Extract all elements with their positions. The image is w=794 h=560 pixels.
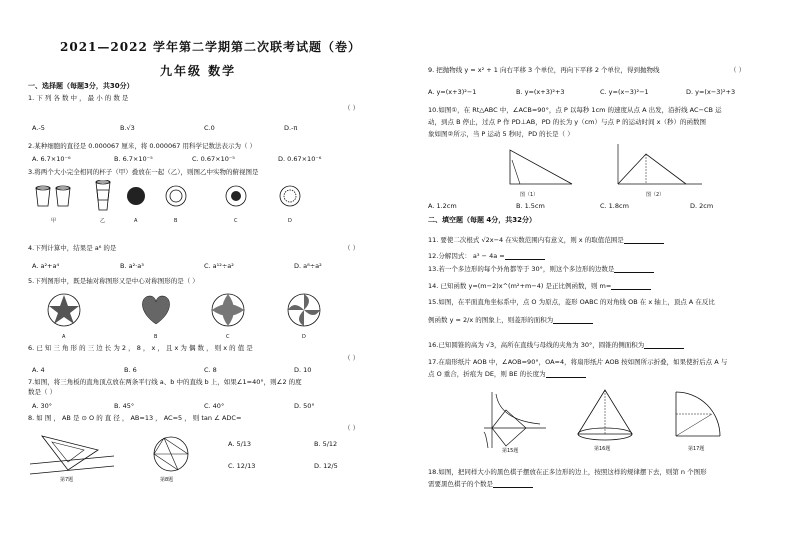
question-13-text: 13.若一个多边形的每个外角都等于 30°，则这个多边形的边数是 bbox=[428, 265, 615, 273]
q10-option-c: C. 1.8cm bbox=[600, 202, 629, 210]
q1-option-c: C.0 bbox=[204, 124, 215, 132]
fig17-sector bbox=[664, 386, 734, 454]
q17-blank[interactable] bbox=[546, 370, 586, 378]
q15-blank[interactable] bbox=[553, 316, 593, 324]
q6-option-c: C. 8 bbox=[204, 366, 217, 374]
q11-blank[interactable] bbox=[624, 236, 664, 244]
q12-blank[interactable] bbox=[505, 252, 545, 260]
fig16-cone bbox=[570, 386, 640, 454]
q7-option-d: D. 50° bbox=[294, 402, 315, 410]
question-10: 10.如图①，在 Rt△ABC 中，∠ACB=90°，点 P 以每秒 1cm 的速度从点 A 出发，沿折线 AC−CB 运 bbox=[428, 106, 722, 114]
question-18-cont-text: 需要黑色棋子的个数是 bbox=[428, 480, 493, 488]
question-15: 15.如图，在平面直角坐标系中，点 O 为原点，菱形 OABC 的对角线 OB 在 x 轴上，顶点 A 在反比 bbox=[428, 298, 715, 306]
q7-option-a: A. 30° bbox=[32, 402, 52, 410]
q10-option-d: D. 2cm bbox=[690, 202, 714, 210]
question-6: 6. 已 知 三 角 形 的 三 边 长 为 2 ， 8 ， x ， 且 x 为 偶 数 ， 则 x 的 值 是 bbox=[28, 344, 253, 352]
question-1-bracket: （ ） bbox=[344, 104, 360, 112]
question-13 bbox=[428, 265, 654, 273]
question-17: 17.在扇形纸片 AOB 中，∠AOB=90°，OA=4，将扇形纸片 AOB 按如图所示折叠，如果使折后点 A 与 bbox=[428, 358, 728, 366]
exam-subtitle: 九年级 数学 bbox=[160, 64, 237, 78]
fig8-caption: 第8题 bbox=[160, 477, 174, 482]
q5-label-c: C bbox=[226, 334, 230, 340]
q2-option-c: C. 0.67×10⁻⁵ bbox=[192, 155, 235, 163]
q14-blank[interactable] bbox=[611, 282, 651, 290]
question-16-text: 16.已知圆锥的高为 √3，高所在直线与母线的夹角为 30°，圆锥的侧面积为 bbox=[428, 341, 645, 349]
q7-option-b: B. 45° bbox=[114, 402, 135, 410]
q2-option-b: B. 6.7×10⁻⁵ bbox=[114, 155, 153, 163]
question-11-text: 11. 要使二次根式 √2x−4 在实数范围内有意义，则 x 的取值范围是 bbox=[428, 236, 624, 244]
q7-option-c: C. 40° bbox=[204, 402, 225, 410]
q3-label-b: B bbox=[174, 218, 178, 224]
q9-option-a: A. y=(x+3)²−1 bbox=[428, 88, 477, 96]
q2-option-a: A. 6.7×10⁻⁶ bbox=[32, 155, 71, 163]
question-15-cont-text: 例函数 y = 2/x 的图象上，则菱形的面积为 bbox=[428, 316, 554, 324]
q1-option-d: D.-π bbox=[284, 124, 298, 132]
q2-option-d: D. 0.67×10⁻⁶ bbox=[278, 155, 322, 163]
exam-title: 2021—2022 学年第二学期第二次联考试题（卷） bbox=[60, 40, 361, 54]
q9-option-c: C. y=(x−3)²−1 bbox=[600, 88, 649, 96]
q5-label-a: A bbox=[62, 334, 66, 340]
question-5: 5.下列图形中，既是轴对称图形又是中心对称图形的是（ ） bbox=[28, 277, 199, 285]
q4-option-c: C. a¹²÷a² bbox=[204, 262, 234, 270]
question-16 bbox=[428, 341, 684, 349]
question-9-bracket: （ ） bbox=[730, 66, 746, 74]
question-17-cont bbox=[428, 370, 586, 378]
question-12-text: 12.分解因式： a³ − 4a = bbox=[428, 252, 505, 260]
fig16-caption: 第16题 bbox=[594, 446, 611, 452]
section-fill-title: 二、填空题（每题 4分，共32分） bbox=[428, 216, 537, 224]
question-3: 3.将两个大小完全相同的杯子（甲）叠放在一起（乙），则图乙中实物的俯视图是 bbox=[28, 168, 259, 176]
question-12 bbox=[428, 252, 545, 260]
question-11 bbox=[428, 236, 664, 244]
question-9: 9. 把抛物线 y = x² + 1 向右平移 3 个单位，再向下平移 2 个单位，得到抛物线 bbox=[428, 66, 660, 74]
q9-option-b: B. y=(x+3)²+3 bbox=[516, 88, 565, 96]
q8-option-c: C. 12/13 bbox=[228, 462, 256, 470]
q1-option-b: B.√3 bbox=[120, 124, 135, 132]
fig10-triangle bbox=[490, 144, 580, 200]
q1-option-a: A.-5 bbox=[32, 124, 45, 132]
question-4-bracket: （ ） bbox=[344, 244, 360, 252]
question-10-cont1: 动，到点 B 停止，过点 P 作 PD⊥AB，PD 的长为 y（cm）与点 P 的运动时间 x（秒）的函数图 bbox=[428, 118, 706, 126]
fig15-caption: 第15题 bbox=[502, 448, 519, 454]
q8-option-a: A. 5/13 bbox=[228, 440, 252, 448]
fig10-graph bbox=[606, 140, 706, 200]
q3-label-yi: 乙 bbox=[100, 218, 106, 224]
fig8-circle-figure bbox=[146, 430, 196, 482]
question-1: 1. 下 列 各 数 中 ， 最 小 的 数 是 bbox=[28, 94, 129, 102]
q3-label-jia: 甲 bbox=[51, 218, 57, 224]
q9-option-d: D. y=(x−3)²+3 bbox=[686, 88, 736, 96]
question-18: 18.如图，把同样大小的黑色棋子摆放在正多边形的边上，按照这样的规律摆下去，则第 n 个图形 bbox=[428, 468, 707, 476]
fig10-caption-2: 图（2） bbox=[646, 192, 665, 198]
q8-option-b: B. 5/12 bbox=[314, 440, 338, 448]
q16-blank[interactable] bbox=[644, 341, 684, 349]
q5-label-b: B bbox=[154, 334, 158, 340]
q6-option-d: D. 10 bbox=[294, 366, 312, 374]
question-8: 8. 如 图 ， AB 是 ⊙ O 的 直 径 ， AB=13 ， AC=5 ， 则 tan ∠ ADC= bbox=[28, 414, 242, 422]
question-4: 4.下列计算中，结果是 a⁶ 的是 bbox=[28, 244, 117, 252]
q5-shapes-figure bbox=[28, 288, 368, 342]
question-18-cont bbox=[428, 480, 533, 488]
q6-option-b: B. 6 bbox=[124, 366, 137, 374]
question-6-bracket: （ ） bbox=[344, 354, 360, 362]
q4-option-a: A. a²+a⁴ bbox=[32, 262, 60, 270]
q4-option-b: B. a²·a³ bbox=[120, 262, 144, 270]
fig10-caption-1: 图（1） bbox=[520, 192, 539, 198]
question-7-cont: 数是（ ） bbox=[28, 388, 57, 396]
question-2: 2.某种细胞的直径是 0.000067 厘米，将 0.000067 用科学记数法表示为（ ） bbox=[28, 142, 257, 150]
question-7: 7.如图，将三角板的直角顶点放在两条平行线 a、b 中的直线 b 上，如果∠1=40°，则∠2 的度 bbox=[28, 378, 302, 386]
q10-option-b: B. 1.5cm bbox=[516, 202, 545, 210]
q3-label-a: A bbox=[134, 218, 138, 224]
question-14 bbox=[428, 282, 651, 290]
fig7-caption: 第7题 bbox=[60, 477, 74, 482]
q3-label-c: C bbox=[234, 218, 238, 224]
q3-label-d: D bbox=[288, 218, 292, 224]
q13-blank[interactable] bbox=[614, 265, 654, 273]
q4-option-d: D. a⁸÷a² bbox=[294, 262, 322, 270]
q10-option-a: A. 1.2cm bbox=[428, 202, 457, 210]
q18-blank[interactable] bbox=[493, 480, 533, 488]
question-17-cont-text: 点 O 重合，折痕为 DE，则 BE 的长度为 bbox=[428, 370, 546, 378]
question-10-cont2: 象如图②所示，当 P 运动 5 秒时，PD 的长是（ ） bbox=[428, 130, 574, 138]
fig7-parallel-lines bbox=[28, 428, 118, 482]
question-8-bracket: （ ） bbox=[344, 424, 360, 432]
q6-option-a: A. 4 bbox=[32, 366, 45, 374]
q3-cups-figure bbox=[28, 180, 368, 232]
section-choice-title: 一、选择题（每题3分，共30分） bbox=[28, 82, 134, 90]
question-15-cont bbox=[428, 316, 593, 324]
question-14-text: 14. 已知函数 y=(m−2)x^(m²+m−4) 是正比例函数，则 m= bbox=[428, 282, 612, 290]
q5-label-d: D bbox=[302, 334, 306, 340]
fig17-caption: 第17题 bbox=[688, 446, 705, 452]
q8-option-d: D. 12/5 bbox=[314, 462, 338, 470]
fig15-rhombus-graph bbox=[480, 388, 550, 454]
